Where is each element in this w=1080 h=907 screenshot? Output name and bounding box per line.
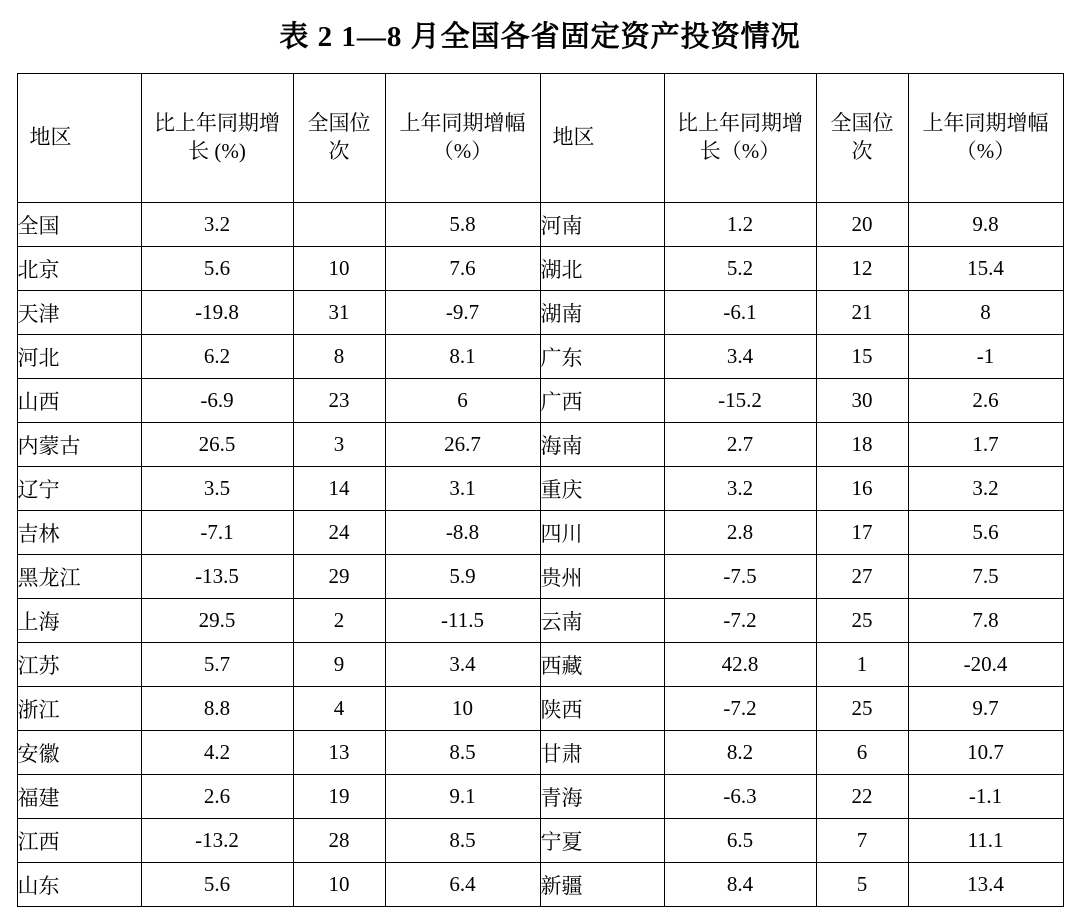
cell-region-left: 北京 bbox=[17, 247, 141, 291]
cell-prev-left: 5.9 bbox=[385, 555, 540, 599]
cell-prev-right: 13.4 bbox=[908, 863, 1063, 907]
table-row bbox=[17, 819, 1063, 863]
cell-prev-right: 15.4 bbox=[908, 247, 1063, 291]
table-row bbox=[17, 731, 1063, 775]
cell-prev-right: 9.7 bbox=[908, 687, 1063, 731]
cell-prev-right: 7.5 bbox=[908, 555, 1063, 599]
cell-region-right: 河南 bbox=[540, 203, 664, 247]
cell-rank-left bbox=[293, 203, 385, 247]
cell-growth-left: 5.6 bbox=[141, 247, 293, 291]
cell-prev-right: 9.8 bbox=[908, 203, 1063, 247]
cell-rank-left: 2 bbox=[293, 599, 385, 643]
cell-prev-left: 6 bbox=[385, 379, 540, 423]
table-row bbox=[17, 687, 1063, 731]
cell-growth-left: -19.8 bbox=[141, 291, 293, 335]
cell-rank-left: 29 bbox=[293, 555, 385, 599]
cell-growth-left: 8.8 bbox=[141, 687, 293, 731]
cell-region-left: 江苏 bbox=[17, 643, 141, 687]
table-row bbox=[17, 775, 1063, 819]
cell-rank-right: 6 bbox=[816, 731, 908, 775]
cell-rank-right: 22 bbox=[816, 775, 908, 819]
cell-rank-right: 7 bbox=[816, 819, 908, 863]
cell-region-right: 甘肃 bbox=[540, 731, 664, 775]
cell-prev-left: 26.7 bbox=[385, 423, 540, 467]
cell-growth-left: 6.2 bbox=[141, 335, 293, 379]
cell-growth-left: 4.2 bbox=[141, 731, 293, 775]
cell-rank-right: 20 bbox=[816, 203, 908, 247]
cell-rank-left: 28 bbox=[293, 819, 385, 863]
table-row bbox=[17, 291, 1063, 335]
cell-prev-right: 3.2 bbox=[908, 467, 1063, 511]
cell-growth-right: 3.2 bbox=[664, 467, 816, 511]
cell-growth-right: -6.1 bbox=[664, 291, 816, 335]
cell-rank-left: 4 bbox=[293, 687, 385, 731]
cell-growth-left: 3.2 bbox=[141, 203, 293, 247]
table-header bbox=[17, 74, 1063, 203]
cell-rank-right: 25 bbox=[816, 599, 908, 643]
cell-growth-left: -13.2 bbox=[141, 819, 293, 863]
cell-region-left: 辽宁 bbox=[17, 467, 141, 511]
cell-prev-left: 6.4 bbox=[385, 863, 540, 907]
cell-region-left: 浙江 bbox=[17, 687, 141, 731]
cell-region-right: 西藏 bbox=[540, 643, 664, 687]
cell-prev-right: 1.7 bbox=[908, 423, 1063, 467]
table-body bbox=[17, 203, 1063, 907]
cell-prev-right: 8 bbox=[908, 291, 1063, 335]
cell-rank-right: 15 bbox=[816, 335, 908, 379]
cell-region-right: 新疆 bbox=[540, 863, 664, 907]
cell-rank-right: 30 bbox=[816, 379, 908, 423]
table-row bbox=[17, 203, 1063, 247]
cell-rank-left: 23 bbox=[293, 379, 385, 423]
table-row bbox=[17, 863, 1063, 907]
cell-rank-right: 16 bbox=[816, 467, 908, 511]
cell-growth-right: -6.3 bbox=[664, 775, 816, 819]
cell-region-left: 吉林 bbox=[17, 511, 141, 555]
cell-rank-right: 1 bbox=[816, 643, 908, 687]
cell-prev-right: -1.1 bbox=[908, 775, 1063, 819]
column-header-growth-left: 比上年同期增长 (%) bbox=[141, 74, 293, 203]
cell-region-right: 贵州 bbox=[540, 555, 664, 599]
cell-rank-left: 8 bbox=[293, 335, 385, 379]
cell-rank-left: 13 bbox=[293, 731, 385, 775]
cell-prev-left: -8.8 bbox=[385, 511, 540, 555]
cell-region-right: 广东 bbox=[540, 335, 664, 379]
cell-growth-left: -13.5 bbox=[141, 555, 293, 599]
cell-region-left: 内蒙古 bbox=[17, 423, 141, 467]
cell-growth-right: 8.4 bbox=[664, 863, 816, 907]
table-row bbox=[17, 423, 1063, 467]
cell-growth-right: -15.2 bbox=[664, 379, 816, 423]
table-row bbox=[17, 511, 1063, 555]
cell-growth-left: 5.6 bbox=[141, 863, 293, 907]
cell-region-left: 上海 bbox=[17, 599, 141, 643]
cell-prev-right: 11.1 bbox=[908, 819, 1063, 863]
cell-prev-right: 7.8 bbox=[908, 599, 1063, 643]
cell-growth-left: -7.1 bbox=[141, 511, 293, 555]
cell-region-right: 宁夏 bbox=[540, 819, 664, 863]
cell-rank-right: 5 bbox=[816, 863, 908, 907]
cell-region-left: 河北 bbox=[17, 335, 141, 379]
cell-region-left: 江西 bbox=[17, 819, 141, 863]
cell-region-left: 全国 bbox=[17, 203, 141, 247]
column-header-prev-right: 上年同期增幅（%） bbox=[908, 74, 1063, 203]
investment-table bbox=[17, 73, 1064, 907]
document-page bbox=[0, 14, 1080, 898]
cell-region-right: 四川 bbox=[540, 511, 664, 555]
cell-prev-left: 7.6 bbox=[385, 247, 540, 291]
cell-growth-right: 3.4 bbox=[664, 335, 816, 379]
cell-growth-right: -7.5 bbox=[664, 555, 816, 599]
column-header-rank-left: 全国位次 bbox=[293, 74, 385, 203]
cell-growth-right: 42.8 bbox=[664, 643, 816, 687]
cell-growth-left: 26.5 bbox=[141, 423, 293, 467]
cell-prev-left: 3.4 bbox=[385, 643, 540, 687]
cell-rank-left: 31 bbox=[293, 291, 385, 335]
cell-prev-left: 8.1 bbox=[385, 335, 540, 379]
cell-region-right: 云南 bbox=[540, 599, 664, 643]
cell-rank-left: 24 bbox=[293, 511, 385, 555]
cell-region-right: 海南 bbox=[540, 423, 664, 467]
cell-rank-left: 3 bbox=[293, 423, 385, 467]
cell-growth-left: 5.7 bbox=[141, 643, 293, 687]
cell-growth-right: 1.2 bbox=[664, 203, 816, 247]
cell-rank-right: 18 bbox=[816, 423, 908, 467]
cell-growth-left: -6.9 bbox=[141, 379, 293, 423]
cell-prev-left: 8.5 bbox=[385, 819, 540, 863]
cell-prev-left: 8.5 bbox=[385, 731, 540, 775]
cell-prev-right: -20.4 bbox=[908, 643, 1063, 687]
cell-region-left: 山东 bbox=[17, 863, 141, 907]
column-header-growth-right: 比上年同期增长（%） bbox=[664, 74, 816, 203]
table-row bbox=[17, 599, 1063, 643]
cell-growth-left: 29.5 bbox=[141, 599, 293, 643]
cell-growth-right: 2.7 bbox=[664, 423, 816, 467]
cell-growth-right: -7.2 bbox=[664, 687, 816, 731]
column-header-rank-right: 全国位次 bbox=[816, 74, 908, 203]
cell-region-right: 陕西 bbox=[540, 687, 664, 731]
cell-prev-left: 5.8 bbox=[385, 203, 540, 247]
cell-region-left: 福建 bbox=[17, 775, 141, 819]
cell-rank-left: 14 bbox=[293, 467, 385, 511]
cell-growth-right: -7.2 bbox=[664, 599, 816, 643]
cell-region-right: 湖南 bbox=[540, 291, 664, 335]
cell-rank-left: 10 bbox=[293, 247, 385, 291]
cell-prev-right: -1 bbox=[908, 335, 1063, 379]
cell-rank-left: 9 bbox=[293, 643, 385, 687]
cell-rank-right: 17 bbox=[816, 511, 908, 555]
table-row bbox=[17, 335, 1063, 379]
column-header-region-right: 地区 bbox=[540, 74, 664, 203]
table-row bbox=[17, 467, 1063, 511]
cell-growth-right: 8.2 bbox=[664, 731, 816, 775]
cell-rank-right: 27 bbox=[816, 555, 908, 599]
cell-region-right: 重庆 bbox=[540, 467, 664, 511]
cell-growth-left: 2.6 bbox=[141, 775, 293, 819]
cell-rank-right: 21 bbox=[816, 291, 908, 335]
cell-rank-right: 25 bbox=[816, 687, 908, 731]
cell-growth-right: 2.8 bbox=[664, 511, 816, 555]
cell-rank-left: 10 bbox=[293, 863, 385, 907]
cell-region-left: 山西 bbox=[17, 379, 141, 423]
cell-region-right: 湖北 bbox=[540, 247, 664, 291]
cell-prev-left: 10 bbox=[385, 687, 540, 731]
cell-prev-right: 10.7 bbox=[908, 731, 1063, 775]
cell-rank-right: 12 bbox=[816, 247, 908, 291]
cell-prev-right: 5.6 bbox=[908, 511, 1063, 555]
table-row bbox=[17, 247, 1063, 291]
column-header-prev-left: 上年同期增幅（%） bbox=[385, 74, 540, 203]
column-header-region-left: 地区 bbox=[17, 74, 141, 203]
cell-prev-left: -11.5 bbox=[385, 599, 540, 643]
table-row bbox=[17, 555, 1063, 599]
page-title: 表 2 1—8 月全国各省固定资产投资情况 bbox=[279, 21, 801, 53]
cell-prev-left: 3.1 bbox=[385, 467, 540, 511]
cell-growth-left: 3.5 bbox=[141, 467, 293, 511]
cell-region-left: 黑龙江 bbox=[17, 555, 141, 599]
table-row bbox=[17, 379, 1063, 423]
cell-region-left: 天津 bbox=[17, 291, 141, 335]
cell-region-right: 广西 bbox=[540, 379, 664, 423]
cell-prev-left: 9.1 bbox=[385, 775, 540, 819]
header-row bbox=[17, 74, 1063, 203]
cell-growth-right: 5.2 bbox=[664, 247, 816, 291]
cell-region-left: 安徽 bbox=[17, 731, 141, 775]
cell-rank-left: 19 bbox=[293, 775, 385, 819]
cell-growth-right: 6.5 bbox=[664, 819, 816, 863]
cell-region-right: 青海 bbox=[540, 775, 664, 819]
cell-prev-right: 2.6 bbox=[908, 379, 1063, 423]
table-row bbox=[17, 643, 1063, 687]
cell-prev-left: -9.7 bbox=[385, 291, 540, 335]
